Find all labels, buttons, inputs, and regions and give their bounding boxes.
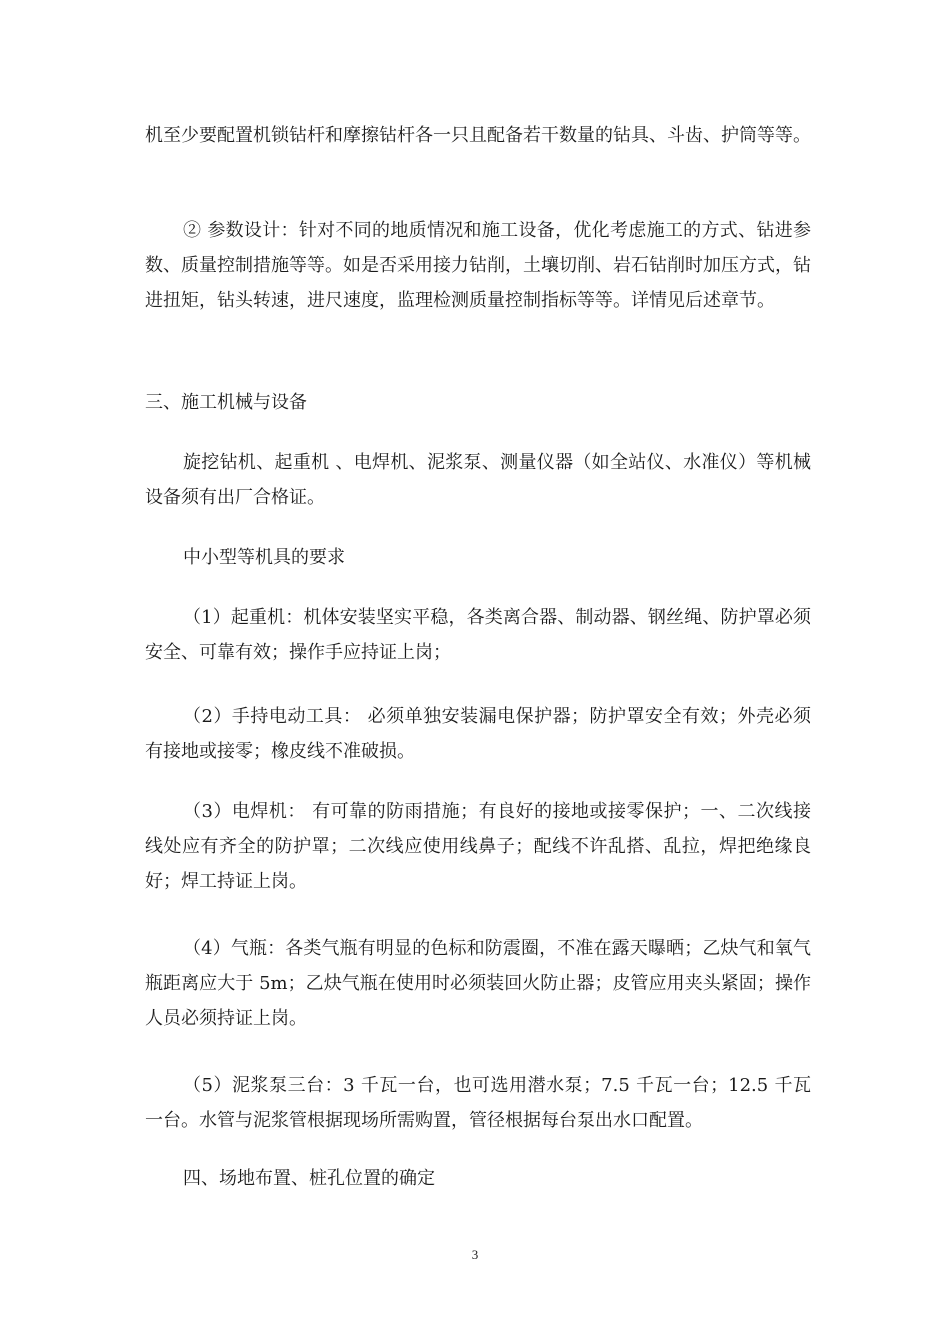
paragraph-small-tools-heading: 中小型等机具的要求 [183,547,345,568]
page-number: 3 [471,1247,479,1262]
paragraph-power-tools: （2）手持电动工具： 必须单独安装漏电保护器；防护罩安全有效；外壳必须有接地或接零；橡皮线不准破损。 [145,706,811,762]
section-heading-site-layout: 四、场地布置、桩孔位置的确定 [183,1168,435,1189]
paragraph-mud-pumps: （5）泥浆泵三台：3 千瓦一台，也可选用潜水泵；7.5 千瓦一台；12.5 千瓦一台。水管与泥浆管根据现场所需购置，管径根据每台泵出水口配置。 [145,1075,811,1131]
section-heading-equipment: 三、施工机械与设备 [145,392,307,413]
paragraph-drill-config: 机至少要配置机锁钻杆和摩擦钻杆各一只且配备若干数量的钻具、斗齿、护筒等等。 [145,125,811,146]
paragraph-gas-cylinders: （4）气瓶：各类气瓶有明显的色标和防震圈，不准在露天曝晒；乙炔气和氧气瓶距离应大于 5m；乙炔气瓶在使用时必须装回火防止器；皮管应用夹头紧固；操作人员必须持证上岗。 [145,938,811,1029]
paragraph-parameter-design: ② 参数设计：针对不同的地质情况和施工设备，优化考虑施工的方式、钻进参数、质量控制措施等等。如是否采用接力钻削，土壤切削、岩石钻削时加压方式，钻进扭矩，钻头转速，进尺速度，监理检测质量控制指标等等。详情见后述章节。 [145,220,811,311]
paragraph-welder: （3）电焊机： 有可靠的防雨措施；有良好的接地或接零保护；一、二次线接线处应有齐全的防护罩；二次线应使用线鼻子；配线不许乱搭、乱拉，焊把绝缘良好；焊工持证上岗。 [145,801,811,892]
paragraph-equipment-certificates: 旋挖钻机、起重机 、电焊机、泥浆泵、测量仪器（如全站仪、水准仪）等机械设备须有出厂合格证。 [145,452,811,508]
paragraph-crane: （1）起重机：机体安装坚实平稳，各类离合器、制动器、钢丝绳、防护罩必须安全、可靠有效；操作手应持证上岗； [145,607,811,663]
